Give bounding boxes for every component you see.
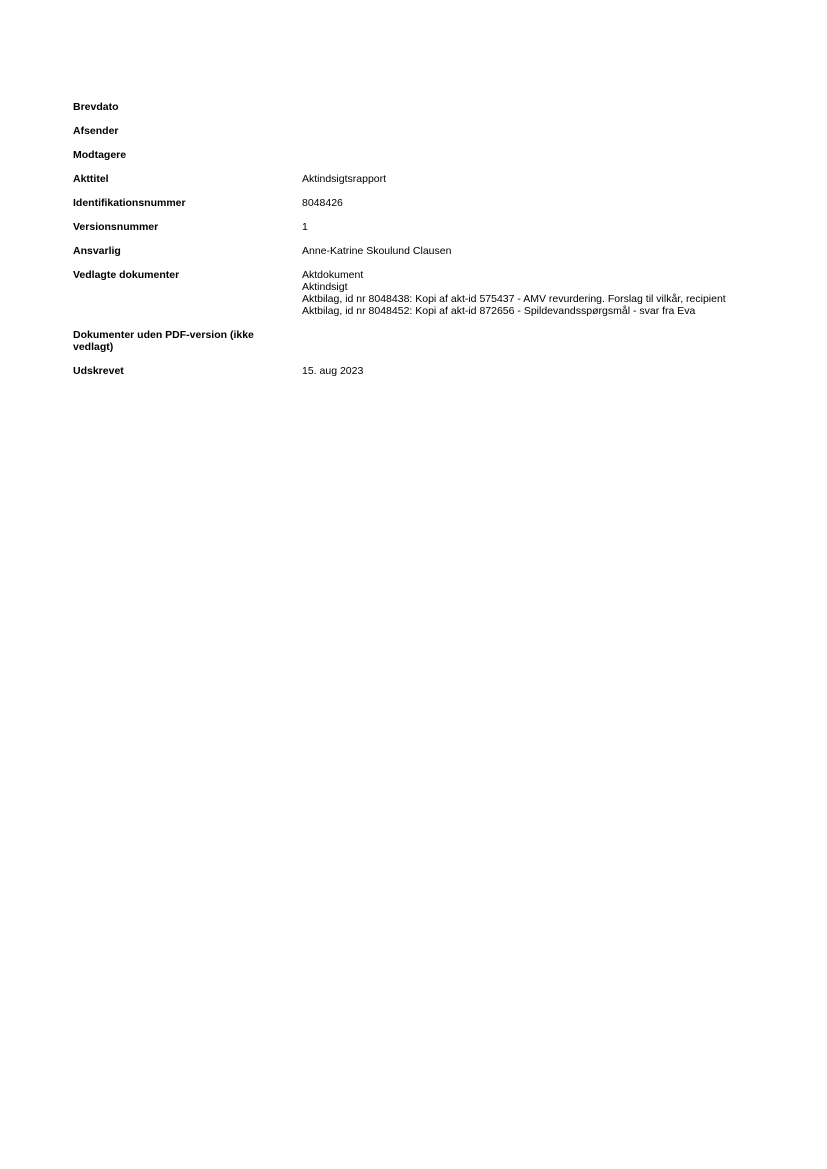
modtagere-label: Modtagere xyxy=(73,149,127,161)
identifikationsnummer-value: 8048426 xyxy=(302,197,343,209)
attached-document-item: Aktindsigt xyxy=(302,281,348,293)
field-row-akttitel xyxy=(73,173,773,185)
field-row-udskrevet xyxy=(73,365,773,377)
dokumenter-uden-pdf-label: Dokumenter uden PDF-version (ikke vedlagt) xyxy=(73,329,254,353)
field-row-dokumenter-uden-pdf xyxy=(73,329,773,353)
dokumenter-uden-pdf-value xyxy=(302,329,773,341)
attached-document-item: Aktbilag, id nr 8048452: Kopi af akt-id 872656 - Spildevandsspørgsmål - svar fra Eva xyxy=(302,305,696,317)
field-row-vedlagte-dokumenter xyxy=(73,269,773,317)
brevdato-label: Brevdato xyxy=(73,101,119,113)
field-row-versionsnummer xyxy=(73,221,773,233)
akttitel-label: Akttitel xyxy=(73,173,109,185)
afsender-value xyxy=(302,125,773,137)
versionsnummer-label: Versionsnummer xyxy=(73,221,159,233)
attached-document-item: Aktbilag, id nr 8048438: Kopi af akt-id 575437 - AMV revurdering. Forslag til vilkår, recipient xyxy=(302,293,726,305)
akttitel-value: Aktindsigtsrapport xyxy=(302,173,387,185)
udskrevet-value: 15. aug 2023 xyxy=(302,365,364,377)
vedlagte-dokumenter-list xyxy=(302,269,773,317)
field-row-ansvarlig xyxy=(73,245,773,257)
udskrevet-label: Udskrevet xyxy=(73,365,124,377)
modtagere-value xyxy=(302,149,773,161)
field-row-brevdato xyxy=(73,101,773,113)
field-row-modtagere xyxy=(73,149,773,161)
ansvarlig-value: Anne-Katrine Skoulund Clausen xyxy=(302,245,452,257)
identifikationsnummer-label: Identifikationsnummer xyxy=(73,197,186,209)
field-row-afsender xyxy=(73,125,773,137)
field-row-identifikationsnummer xyxy=(73,197,773,209)
attached-document-item: Aktdokument xyxy=(302,269,364,281)
ansvarlig-label: Ansvarlig xyxy=(73,245,121,257)
versionsnummer-value: 1 xyxy=(302,221,308,233)
afsender-label: Afsender xyxy=(73,125,119,137)
vedlagte-dokumenter-label: Vedlagte dokumenter xyxy=(73,269,180,281)
brevdato-value xyxy=(302,101,773,113)
document-metadata-table xyxy=(73,101,773,389)
